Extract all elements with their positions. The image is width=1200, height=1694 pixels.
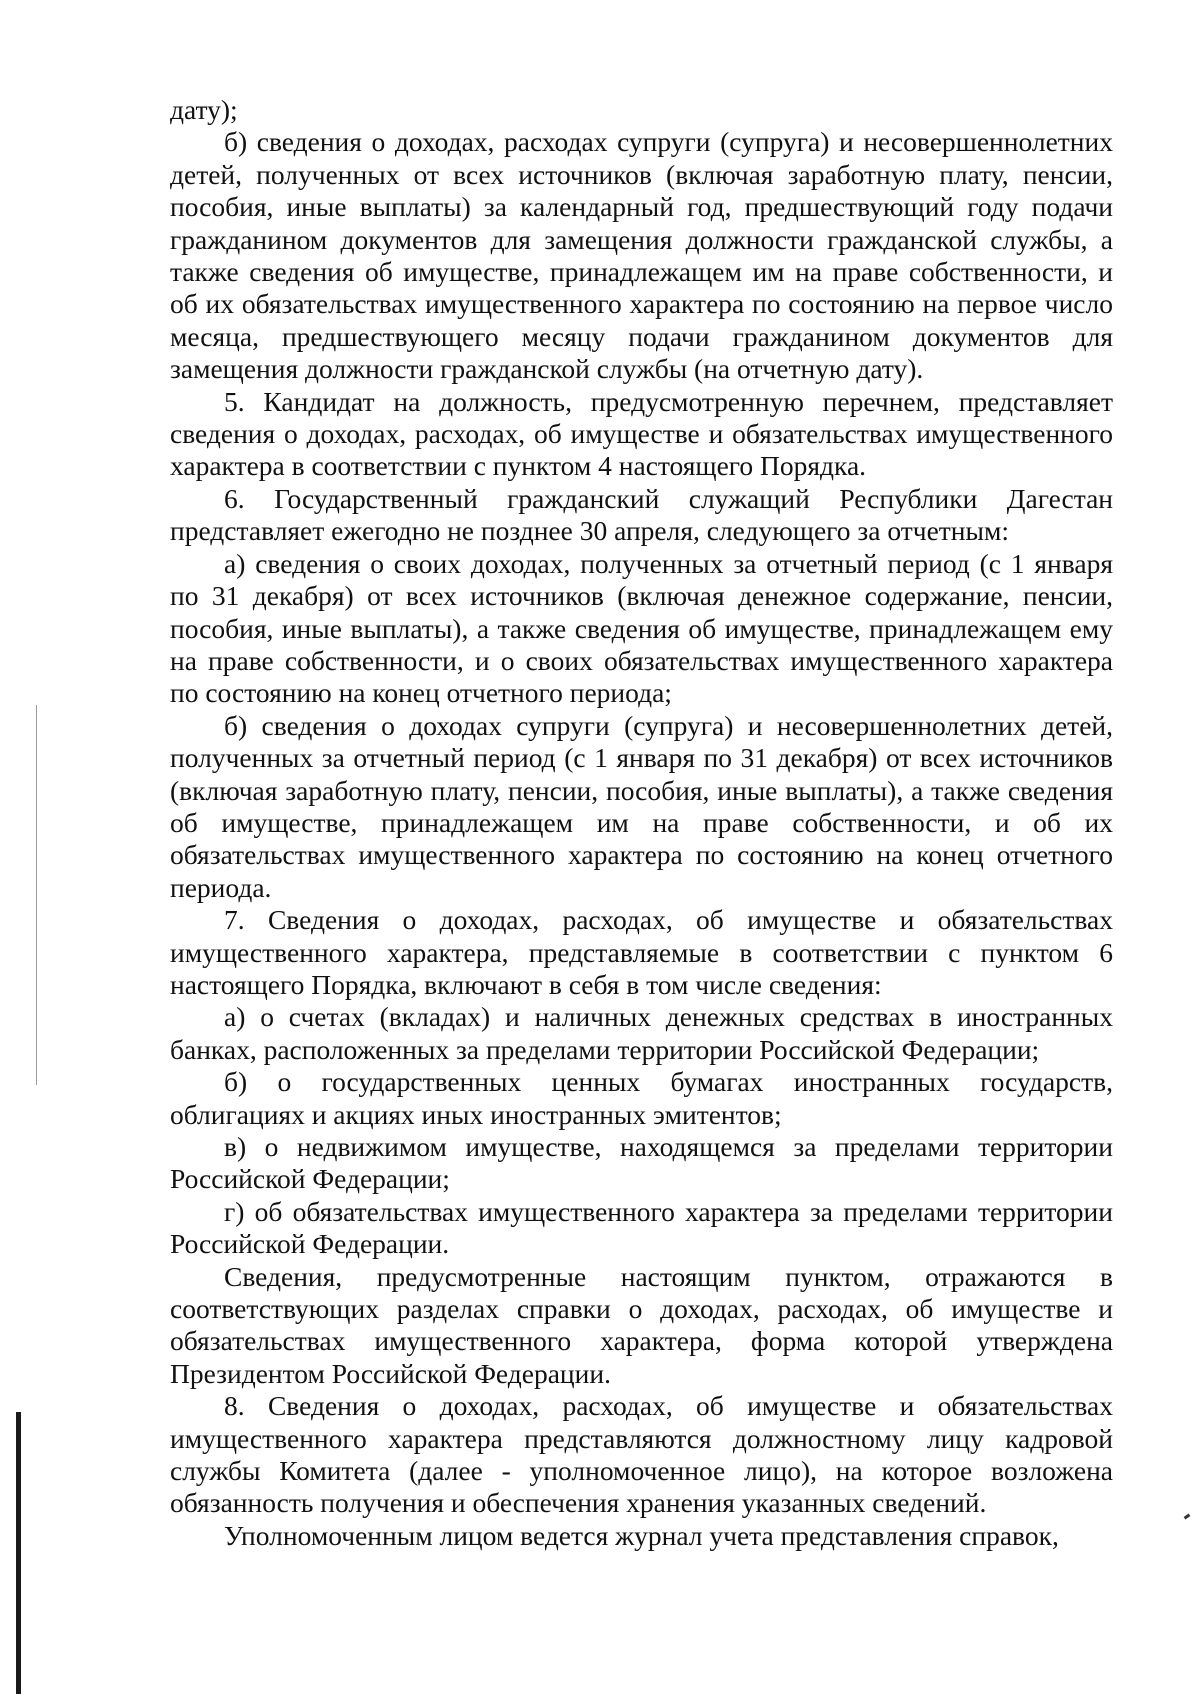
paragraph-7b: б) о государственных ценных бумагах иностранных государств, облигациях и акциях иных иностранных эмитентов; [170, 1066, 1113, 1130]
scan-artifact-edge [16, 1412, 21, 1694]
paragraph-5: 5. Кандидат на должность, предусмотренную перечнем, представляет сведения о доходах, расходах, об имуществе и обязательствах имущественного характера в соответствии с пунктом 4 настоящего Порядка. [170, 385, 1113, 482]
paragraph-6a: а) сведения о своих доходах, полученных за отчетный период (с 1 января по 31 декабря) от всех источников (включая денежное содержание, пенсии, пособия, иные выплаты), а также сведения об имуществе, принадлежащем ему на праве собственности, и о своих обязательствах имущественного характера по состоянию на конец отчетного периода; [170, 547, 1113, 709]
paragraph-7g: г) об обязательствах имущественного характера за пределами территории Российской Федерации. [170, 1195, 1113, 1260]
scan-artifact-mark [1184, 1514, 1191, 1520]
scan-artifact-line [36, 705, 37, 1085]
paragraph-4b: б) сведения о доходах, расходах супруги (супруга) и несовершеннолетних детей, полученных от всех источников (включая заработную плату, пенсии, пособия, иные выплаты) за календарный год, предшествующий году подачи гражданином документов для замещения должности гражданской службы, а также сведения об имуществе, принадлежащем им на праве собственности, и об их обязательствах имущественного характера по состоянию на первое число месяца, предшествующего месяцу подачи гражданином документов для замещения должности гражданской службы (на отчетную дату). [170, 126, 1113, 385]
paragraph-7v: в) о недвижимом имуществе, находящемся за пределами территории Российской Федерации; [170, 1131, 1113, 1195]
document-body [170, 94, 1113, 1552]
paragraph-8-journal: Уполномоченным лицом ведется журнал учета представления справок, [224, 1519, 1059, 1551]
paragraph-continuation: дату); [170, 94, 238, 125]
paragraph-6: 6. Государственный гражданский служащий Республики Дагестан представляет ежегодно не позднее 30 апреля, следующего за отчетным: [170, 482, 1113, 547]
paragraph-8: 8. Сведения о доходах, расходах, об имуществе и обязательствах имущественного характера представляются должностному лицу кадровой службы Комитета (далее - уполномоченное лицо), на которое возложена обязанность получения и обеспечения хранения указанных сведений. [170, 1390, 1113, 1519]
paragraph-7: 7. Сведения о доходах, расходах, об имуществе и обязательствах имущественного характера, представляемые в соответствии с пунктом 6 настоящего Порядка, включают в себя в том числе сведения: [170, 904, 1113, 1000]
paragraph-7a: а) о счетах (вкладах) и наличных денежных средствах в иностранных банках, расположенных за пределами территории Российской Федерации; [170, 1001, 1113, 1065]
paragraph-6b: б) сведения о доходах супруги (супруга) и несовершеннолетних детей, полученных за отчетный период (с 1 января по 31 декабря) от всех источников (включая заработную плату, пенсии, пособия, иные выплаты), а также сведения об имуществе, принадлежащем им на праве собственности, и об их обязательствах имущественного характера по состоянию на конец отчетного периода. [170, 709, 1113, 903]
paragraph-7-note: Сведения, предусмотренные настоящим пунктом, отражаются в соответствующих разделах справки о доходах, расходах, об имуществе и обязательствах имущественного характера, форма которой утверждена Президентом Российской Федерации. [170, 1260, 1113, 1389]
